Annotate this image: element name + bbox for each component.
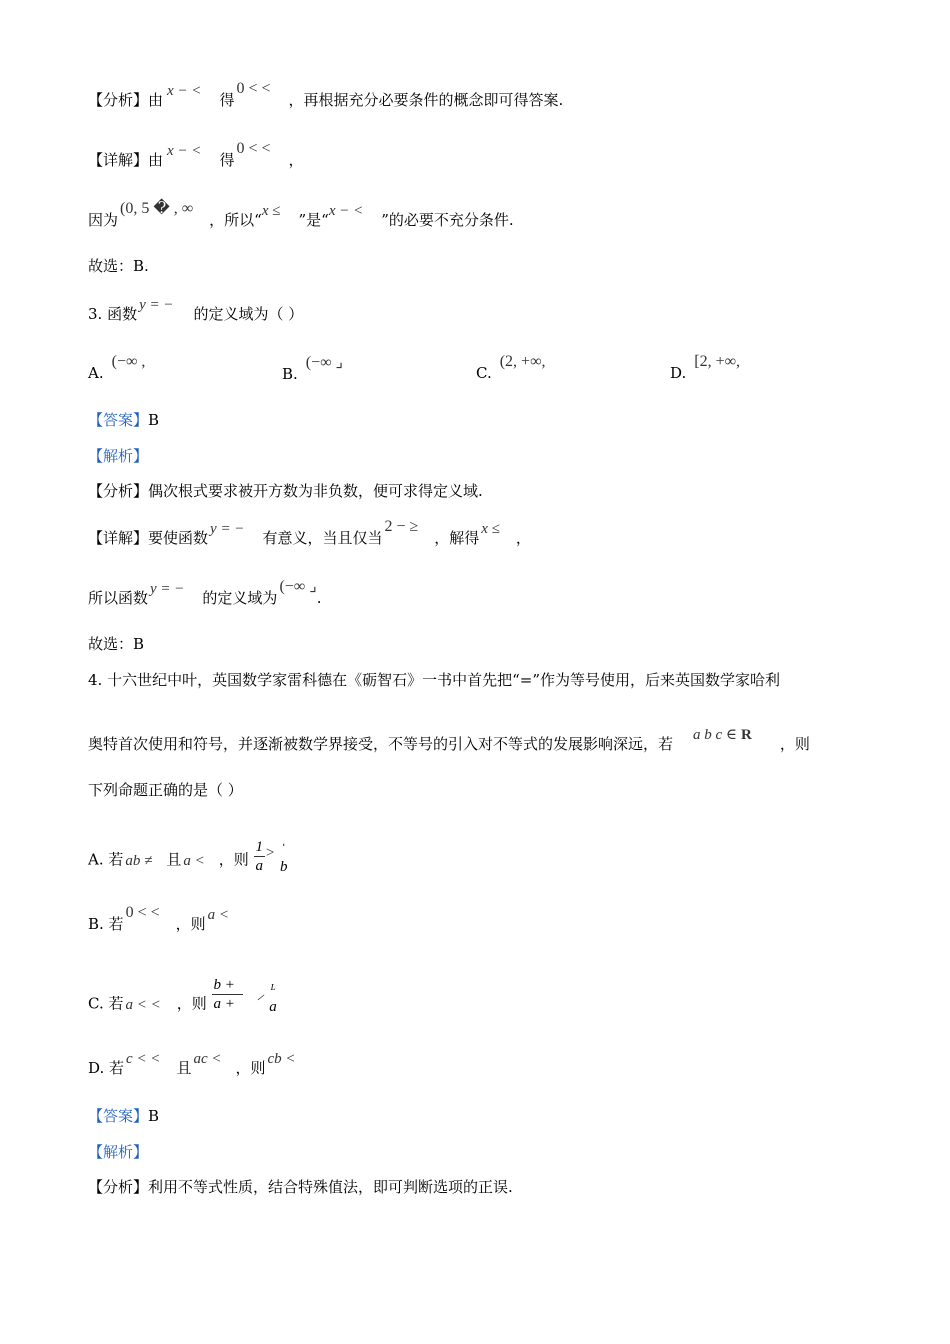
answer-tag: 【答案】 xyxy=(88,411,149,429)
fraction-numerator: 1 xyxy=(255,839,264,855)
fraction-denominator: a + xyxy=(213,996,235,1012)
math-expression: y = − xyxy=(210,521,245,537)
detail-line xyxy=(88,140,304,171)
text: ”是“ xyxy=(298,211,329,229)
q4-analysis-line xyxy=(88,1177,513,1197)
text: 的定义域为（ ） xyxy=(193,305,304,323)
option-label: D. xyxy=(670,364,687,382)
math-relation: ⸝ xyxy=(256,986,265,1003)
question-3-stem xyxy=(88,297,304,325)
answer-value: B xyxy=(148,1107,160,1125)
math-expression: a < xyxy=(207,907,229,923)
jiexi-tag: 【解析】 xyxy=(88,447,149,465)
answer-tag: 【答案】 xyxy=(88,1107,149,1125)
text: 且 xyxy=(166,850,182,869)
text: 得 xyxy=(219,91,235,109)
text: 偶次根式要求被开方数为非负数，便可求得定义域. xyxy=(148,482,483,500)
q4-answer-line xyxy=(88,1106,159,1126)
math-expression: (0, 5 � , ∞ xyxy=(120,200,194,217)
text: 利用不等式性质，结合特殊值法，即可判断选项的正误. xyxy=(148,1178,513,1196)
q4-option-d xyxy=(88,1051,296,1079)
math-expression: ac < xyxy=(193,1051,222,1067)
q4-jiexi-line xyxy=(88,1142,148,1162)
option-label: C. xyxy=(476,364,492,382)
analysis-tag: 【分析】 xyxy=(88,482,149,500)
choose-line: 故选：B. xyxy=(88,257,149,275)
text: 且 xyxy=(176,1059,192,1077)
math-expression: 0 < < xyxy=(236,80,271,97)
q3-jiexi-line xyxy=(88,446,148,466)
q4-option-b xyxy=(88,904,229,935)
math-expression: y = − xyxy=(150,581,185,597)
q3-detail-line xyxy=(88,518,531,549)
fraction-numerator: ᴸ xyxy=(269,981,276,998)
math-expression: c < < xyxy=(126,1051,161,1067)
fraction-numerator: ˈ xyxy=(281,841,287,858)
q4-stem-line-3: 下列命题正确的是（ ） xyxy=(88,781,243,799)
text: 所以函数 xyxy=(88,589,149,607)
q3-choose-line: 故选：B xyxy=(88,635,145,653)
q3-option-a xyxy=(88,353,146,383)
fraction-denominator: a xyxy=(255,858,264,874)
text: ，再根据充分必要条件的概念即可得答案. xyxy=(288,91,564,109)
text: 3. 函数 xyxy=(88,305,138,323)
text: ，则 xyxy=(235,1059,266,1077)
math-expression: (−∞ ⌟ xyxy=(279,578,317,595)
text: ”的必要不充分条件. xyxy=(381,211,514,229)
text: ，解得 xyxy=(434,529,480,547)
text: 要使函数 xyxy=(148,529,209,547)
answer-value: B xyxy=(148,411,160,429)
option-label: D. 若 xyxy=(88,1059,125,1077)
text: 的定义域为 xyxy=(202,589,278,607)
fraction-right xyxy=(280,842,288,876)
q4-stem-line-1: 4. 十六世纪中叶，英国数学家雷科德在《砺智石》一书中首先把“=”作为等号使用，后来英国数学家哈利 xyxy=(88,671,780,689)
analysis-tag: 【分析】 xyxy=(88,1178,149,1196)
math-gt: > xyxy=(265,844,276,861)
q3-option-c xyxy=(476,353,546,383)
math-expression: (2, +∞, xyxy=(499,353,546,370)
text: 由 xyxy=(148,151,164,169)
math-expression: x − < xyxy=(328,203,364,219)
math-expression: x − < xyxy=(167,143,202,159)
q4-option-c xyxy=(88,977,277,1023)
math-expression: 0 < < xyxy=(125,904,160,921)
q3-so-line xyxy=(88,578,322,609)
math-expression: (−∞ , xyxy=(111,353,146,370)
math-expression: 2 − ≥ xyxy=(384,518,419,535)
math-expression: a < < xyxy=(125,996,161,1013)
detail-tag: 【详解】 xyxy=(88,151,149,169)
option-label: C. 若 xyxy=(88,994,124,1013)
fraction-b-plus-over-a-plus xyxy=(212,976,243,1013)
text: ，则 xyxy=(218,850,249,869)
q3-answer-line xyxy=(88,410,159,430)
fraction-one-over-a xyxy=(254,838,266,875)
math-expression: ab ≠ xyxy=(125,852,153,869)
text: ， xyxy=(288,151,304,169)
fraction-denominator: a xyxy=(269,998,277,1015)
q3-option-b xyxy=(282,354,344,384)
analysis-line xyxy=(88,80,564,111)
text: ，则 xyxy=(779,735,810,753)
text: . xyxy=(316,589,322,607)
analysis-tag: 【分析】 xyxy=(88,91,149,109)
text: ，则 xyxy=(175,915,206,933)
fraction-numerator: b + xyxy=(212,976,243,995)
option-label: A. xyxy=(88,364,104,382)
text: 有意义，当且仅当 xyxy=(262,529,383,547)
text: 得 xyxy=(219,151,235,169)
detail-tag: 【详解】 xyxy=(88,529,149,547)
math-expression: x ≤ xyxy=(261,203,281,219)
option-label: B. xyxy=(282,365,298,383)
option-label: A. 若 xyxy=(88,850,124,869)
math-R: R xyxy=(741,727,752,743)
text: 奥特首次使用和符号，并逐渐被数学界接受，不等号的引入对不等式的发展影响深远，若 xyxy=(88,735,674,753)
math-expression: a < xyxy=(183,852,205,869)
text: ，则 xyxy=(176,994,207,1013)
jiexi-tag: 【解析】 xyxy=(88,1143,149,1161)
because-line xyxy=(88,200,514,231)
q3-option-d xyxy=(670,353,741,383)
math-expression: x − < xyxy=(167,83,202,99)
option-label: B. 若 xyxy=(88,915,124,933)
math-expression: cb < xyxy=(267,1051,296,1067)
math-expression: x ≤ xyxy=(481,521,500,537)
q4-option-a xyxy=(88,839,288,879)
math-expression: 0 < < xyxy=(236,140,271,157)
math-expression: (−∞ ⌟ xyxy=(305,354,344,371)
q4-stem-line-2 xyxy=(88,727,810,755)
text: ，所以“ xyxy=(209,211,262,229)
text: ， xyxy=(515,529,531,547)
text: 由 xyxy=(148,91,164,109)
fraction-denominator: b xyxy=(279,858,288,875)
math-expression: y = − xyxy=(139,297,174,313)
math-expression: [2, +∞, xyxy=(694,353,741,370)
fraction-right xyxy=(269,982,277,1016)
math-expression: a b c ∈ xyxy=(693,727,738,743)
q3-analysis-line xyxy=(88,481,483,501)
text: 因为 xyxy=(88,211,119,229)
